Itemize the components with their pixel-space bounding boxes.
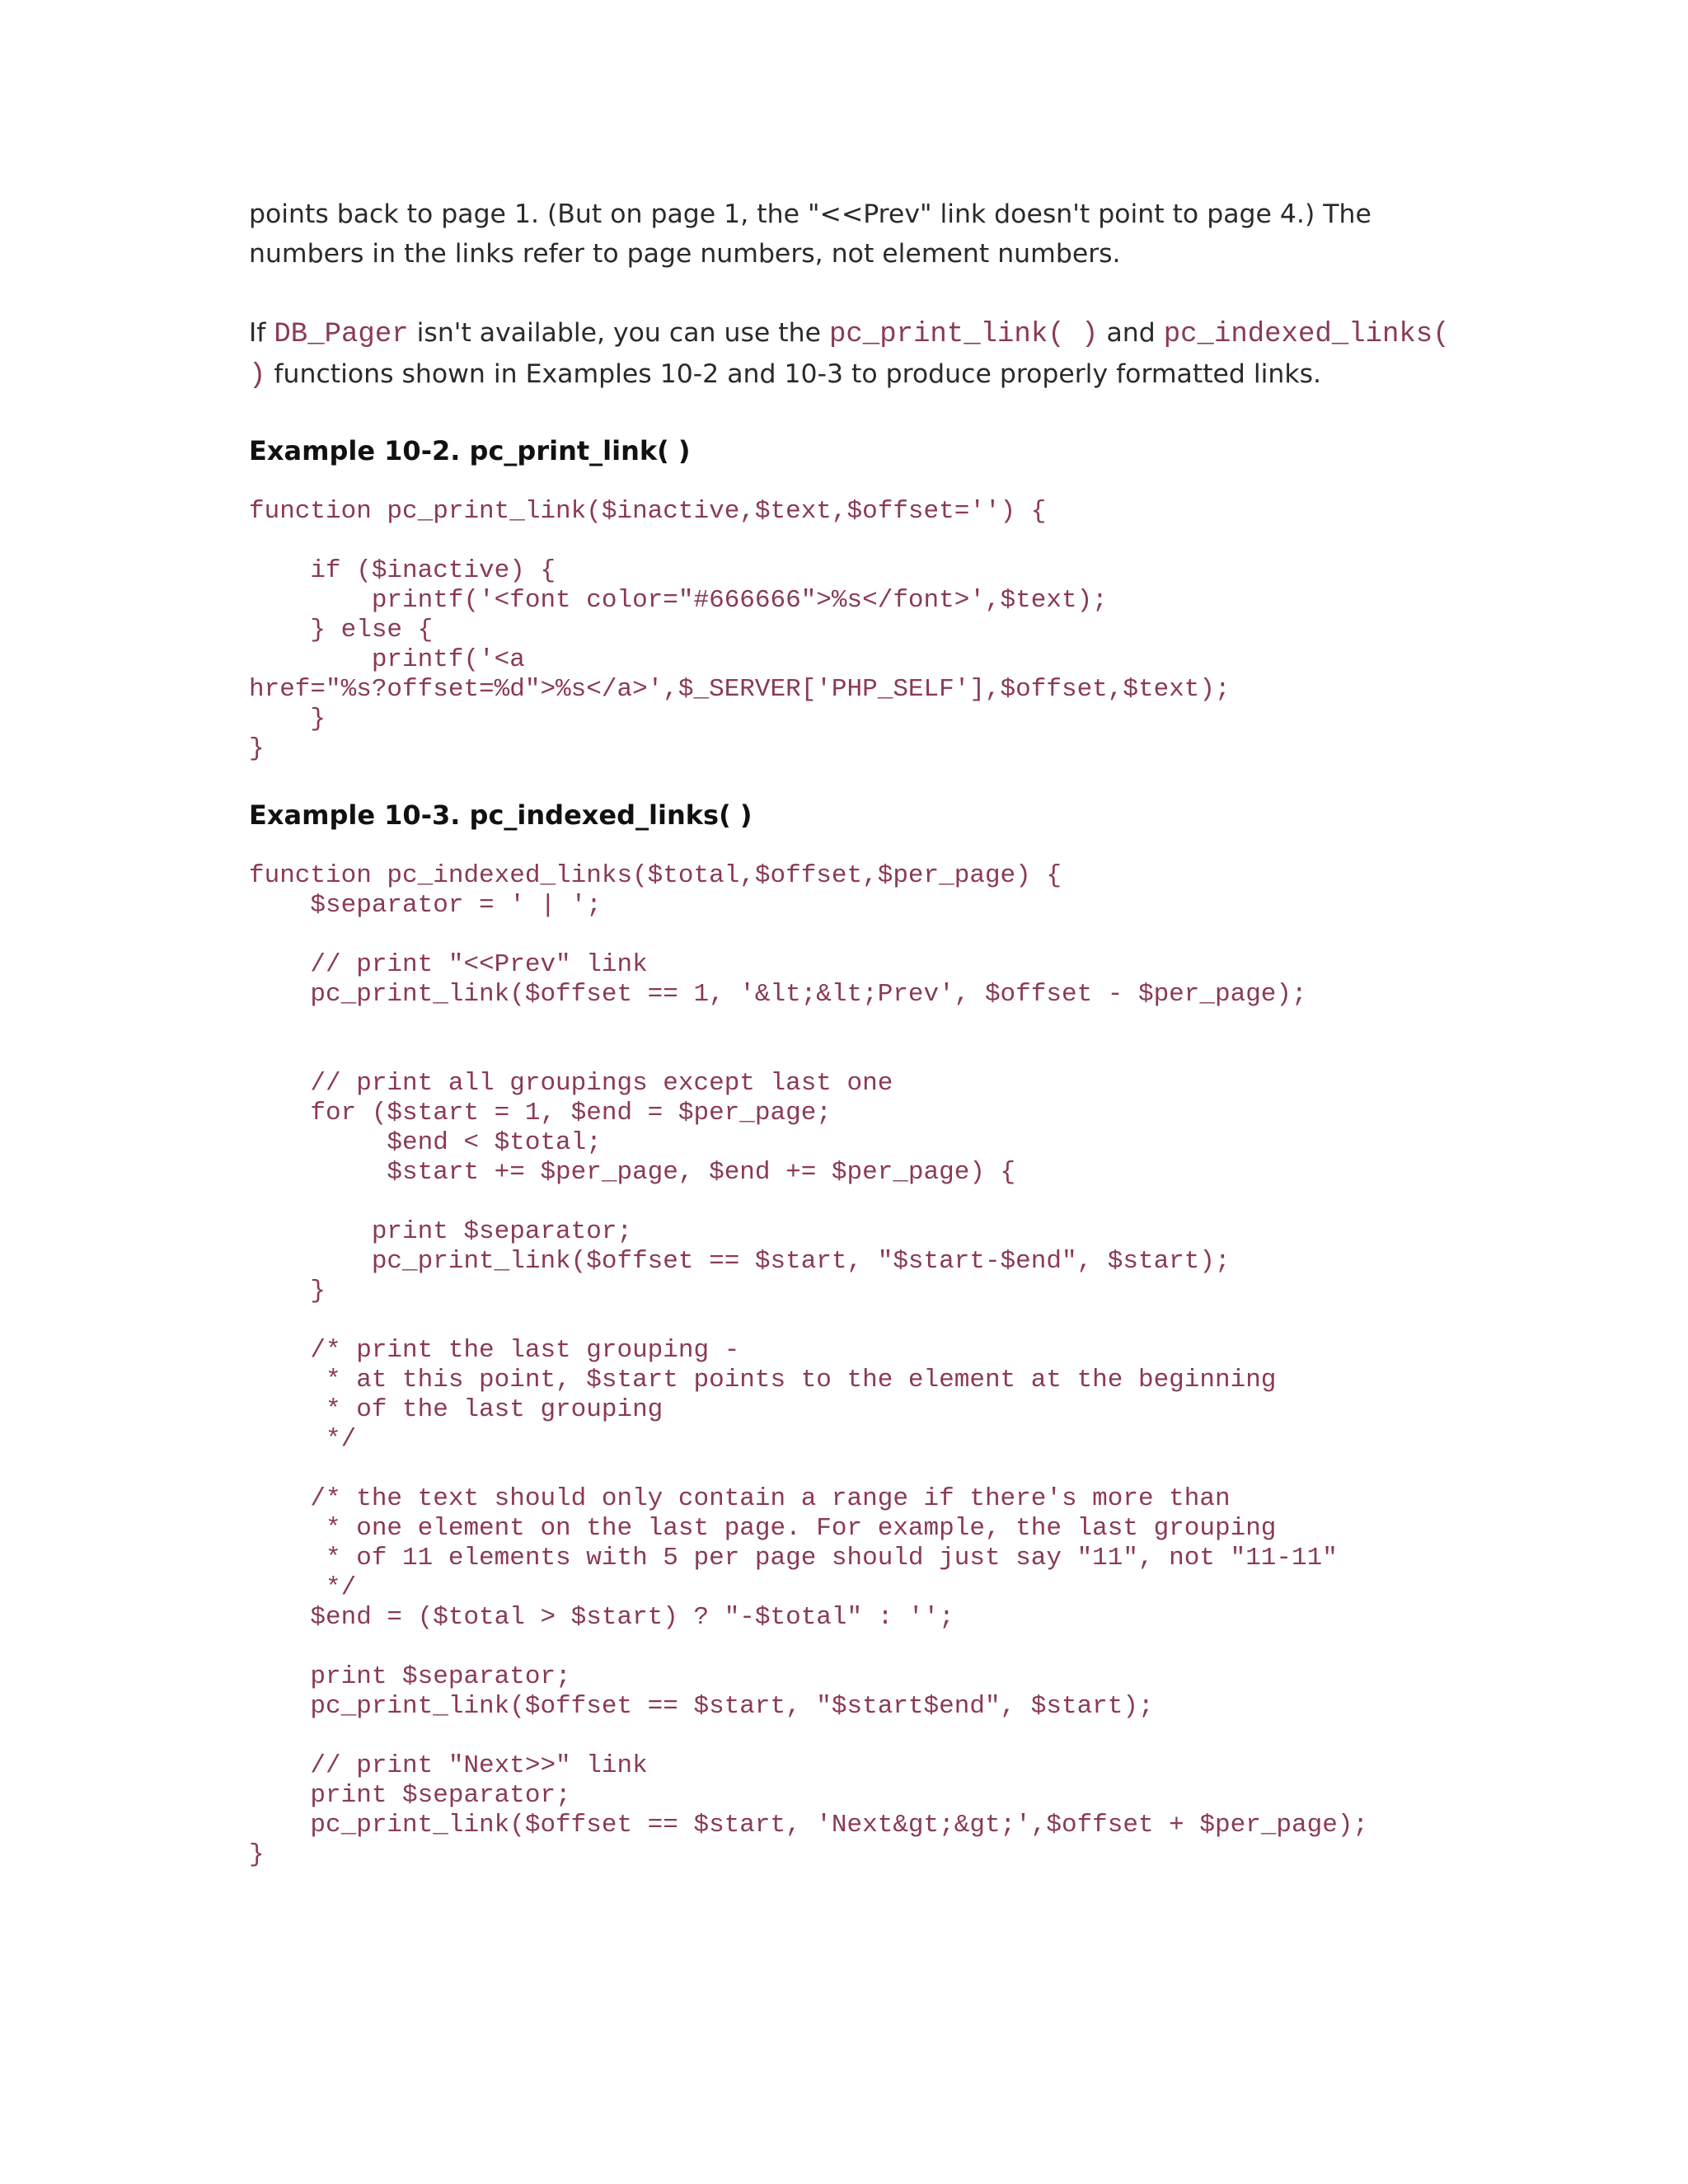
- example-10-3-title: Example 10-3. pc_indexed_links( ): [249, 799, 753, 831]
- example-10-3-code: function pc_indexed_links($total,$offset,$per_page) { $separator = ' | '; // print "<<Prev" link pc_print_link($offset == 1, '&lt;&lt;Prev', $offset - $per_page); // print all groupings except last one for ($start = 1, $end = $per_page; $end < $total; $start += $per_page, $end += $per_page) { print $separator; pc_print_link($offset == $start, "$start-$end", $start); } /* print the last grouping - * at this point, $start points to the element at the beginning * of the last grouping */ /* the text should only contain a range if there's more than * one element on the last page. For example, the last grouping * of 11 elements with 5 per page should just say "11", not "11-11" */ $end = ($total > $start) ? "-$total" : ''; print $separator; pc_print_link($offset == $start, "$start$end", $start); // print "Next>>" link print $separator; pc_print_link($offset == $start, 'Next&gt;&gt;',$offset + $per_page); }: [249, 861, 1369, 1869]
- paragraph-text: and: [1098, 318, 1164, 348]
- paragraph-text: If: [249, 318, 274, 348]
- example-10-2-code: function pc_print_link($inactive,$text,$offset='') { if ($inactive) { printf('<font color="#666666">%s</font>',$text); } else { printf('<a href="%s?offset=%d">%s</a>',$_SERVER['PHP_SELF'],$offset,$text); } }: [249, 497, 1231, 763]
- inline-code-db-pager: DB_Pager: [274, 319, 409, 350]
- inline-code-pc-indexed-links: pc_indexed_links( ): [249, 319, 1450, 391]
- intro-paragraph: points back to page 1. (But on page 1, the "<<Prev" link doesn't point to page 4.) The numbers in the links refer to page numbers, not element numbers.: [249, 199, 1372, 269]
- inline-code-pc-print-link: pc_print_link( ): [828, 319, 1099, 350]
- fallback-paragraph: [249, 313, 1452, 396]
- example-10-2-title: Example 10-2. pc_print_link( ): [249, 435, 691, 466]
- paragraph-text: isn't available, you can use the: [408, 318, 829, 348]
- document-page: [249, 194, 1452, 1870]
- paragraph-text: functions shown in Examples 10-2 and 10-3 to produce properly formatted links.: [265, 359, 1322, 389]
